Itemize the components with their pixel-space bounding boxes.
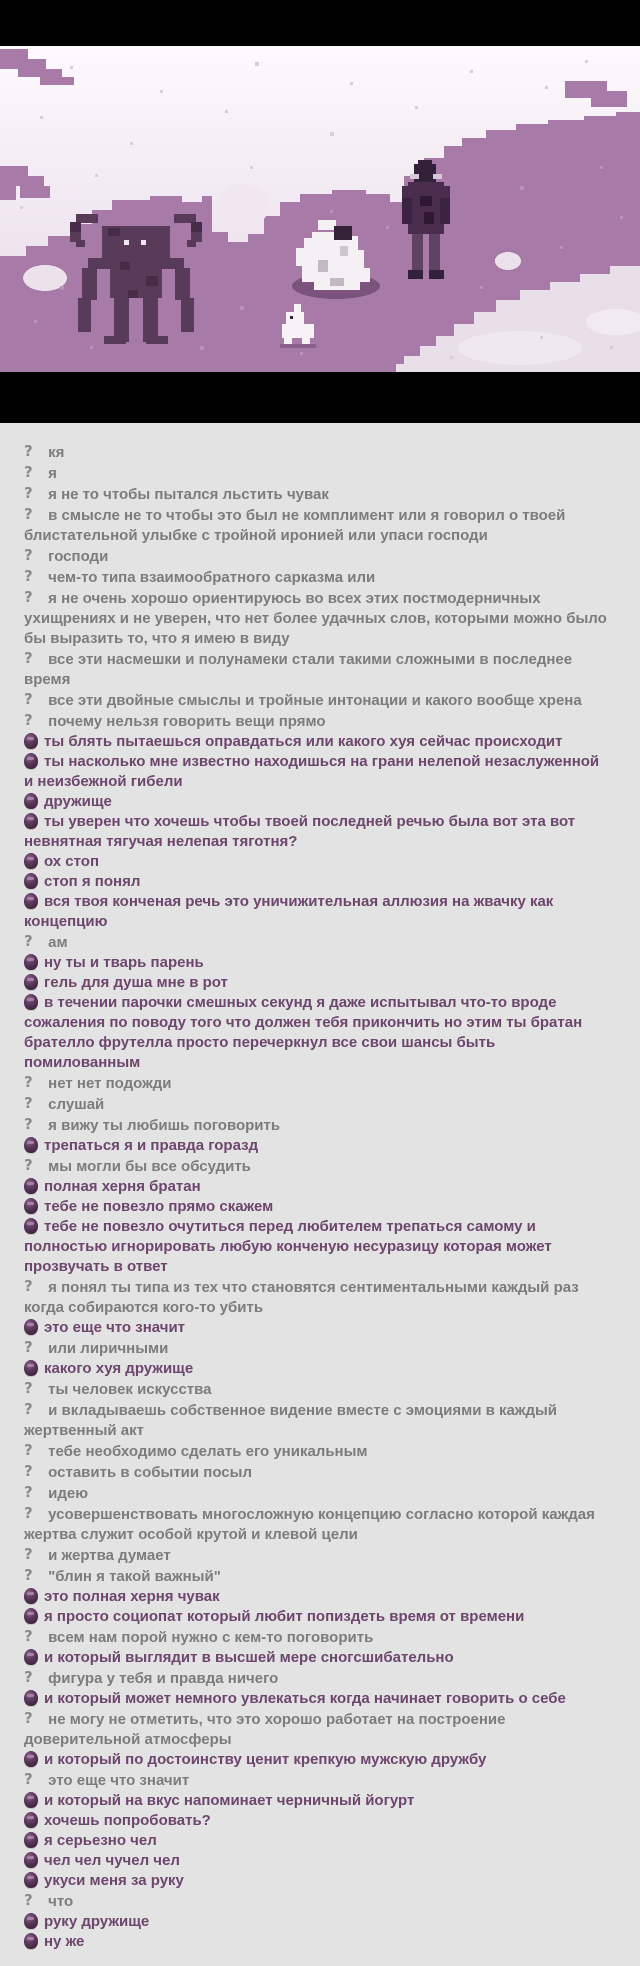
dialogue-text: укуси меня за руку xyxy=(44,1872,184,1889)
question-mark-icon: ? xyxy=(24,484,33,502)
dialogue-text: фигура у тебя и правда ничего xyxy=(48,1670,279,1687)
question-mark-icon: ? xyxy=(24,588,33,606)
dialogue-text: какого хуя дружище xyxy=(44,1360,194,1377)
top-black-bar xyxy=(0,0,640,46)
dark-figure-eye xyxy=(410,174,419,179)
dialogue-text: и который по достоинству ценит крепкую мужскую дружбу xyxy=(44,1751,487,1768)
dialogue-line xyxy=(24,1277,610,1318)
dialogue-text: слушай xyxy=(48,1096,105,1113)
question-mark-icon: ? xyxy=(24,1094,33,1112)
dialogue-text: все эти двойные смыслы и тройные интонации и какого вообще хрена xyxy=(48,692,582,709)
dialogue-text: что xyxy=(48,1893,74,1910)
question-mark-icon: ? xyxy=(24,546,33,564)
dialogue-text: и который может немного увлекаться когда начинает говорить о себе xyxy=(44,1690,566,1707)
dialogue-line xyxy=(24,1912,610,1932)
question-mark-icon: ? xyxy=(24,1277,33,1295)
dialogue-text: вся твоя конченая речь это уничижительная аллюзия на жвачку как концепцию xyxy=(24,893,554,930)
monster-eye-slit xyxy=(27,1592,34,1595)
dialogue-line xyxy=(24,852,610,872)
monster-eye-slit xyxy=(27,877,34,880)
dialogue-text: ну же xyxy=(44,1933,85,1950)
dialogue-text: нет нет подожди xyxy=(48,1075,172,1092)
monster-head-icon xyxy=(24,1792,38,1808)
question-mark-icon: ? xyxy=(24,1545,33,1563)
dialogue-line xyxy=(24,484,610,505)
monster-eye-slit xyxy=(27,1856,34,1859)
question-mark-icon: ? xyxy=(24,1156,33,1174)
monster-eye-slit xyxy=(27,817,34,820)
dialogue-text: ты блять пытаешься оправдаться или какого хуя сейчас происходит xyxy=(44,733,563,750)
monster-head-icon xyxy=(24,793,38,809)
monster-head-icon xyxy=(24,1872,38,1888)
dialogue-line xyxy=(24,1831,610,1851)
monster-eye-slit xyxy=(27,1836,34,1839)
dialogue-text: в смысле не то чтобы это был не комплимент или я говорил о твоей блистательной улыбке с тройной иронией или упаси господи xyxy=(24,507,566,544)
dialogue-line xyxy=(24,932,610,953)
dialogue-line xyxy=(24,872,610,892)
dialogue-line xyxy=(24,1073,610,1094)
monster-eye-slit xyxy=(27,897,34,900)
monster-eye-slit xyxy=(27,1612,34,1615)
dialogue-line xyxy=(24,1094,610,1115)
monster-eye-slit xyxy=(27,998,34,1001)
rabbit-shadow xyxy=(280,344,316,348)
dialogue-text: ты насколько мне известно находишься на грани нелепой незаслуженной и неизбежной гибели xyxy=(24,753,600,790)
question-mark-icon: ? xyxy=(24,1770,33,1788)
dialogue-text: я не то чтобы пытался льстить чувак xyxy=(48,486,329,503)
game-scene xyxy=(0,46,640,372)
dialogue-line xyxy=(24,1197,610,1217)
dialogue-line xyxy=(24,1566,610,1587)
monster-head-icon xyxy=(24,1137,38,1153)
question-mark-icon: ? xyxy=(24,567,33,585)
dialogue-line xyxy=(24,649,610,690)
dialogue-line xyxy=(24,588,610,649)
dialogue-text: всем нам порой нужно с кем-то поговорить xyxy=(48,1629,374,1646)
dialogue-text: я понял ты типа из тех что становятся сентиментальными каждый раз когда собираются кого-то убить xyxy=(24,1279,579,1316)
dialogue-text: кя xyxy=(48,444,65,461)
dialogue-line xyxy=(24,1318,610,1338)
dialogue-line xyxy=(24,1379,610,1400)
question-mark-icon: ? xyxy=(24,1891,33,1909)
question-mark-icon: ? xyxy=(24,690,33,708)
dialogue-text: дружище xyxy=(44,793,112,810)
monster-eye-slit xyxy=(27,1141,34,1144)
dialogue-text: это полная херня чувак xyxy=(44,1588,220,1605)
dialogue-text: почему нельзя говорить вещи прямо xyxy=(48,713,326,730)
question-mark-icon: ? xyxy=(24,1379,33,1397)
dialogue-text: руку дружище xyxy=(44,1913,150,1930)
question-mark-icon: ? xyxy=(24,1400,33,1418)
dialogue-line xyxy=(24,1338,610,1359)
dialogue-text: в течении парочки смешных секунд я даже испытывал что-то вроде сожаления по поводу того что должен тебя прикончить но этим ты братан брателло фрутелла просто перечеркнул все свои шансы быть помилованным xyxy=(24,994,583,1071)
question-mark-icon: ? xyxy=(24,1462,33,1480)
dialogue-text: я xyxy=(48,465,57,482)
dialogue-text: ам xyxy=(48,934,68,951)
dialogue-line xyxy=(24,732,610,752)
dialogue-line xyxy=(24,567,610,588)
monster-eye-slit xyxy=(27,1816,34,1819)
question-mark-icon: ? xyxy=(24,505,33,523)
question-mark-icon: ? xyxy=(24,1115,33,1133)
dialogue-text: это еще что значит xyxy=(48,1772,190,1789)
monster-head-icon xyxy=(24,1852,38,1868)
dialogue-text: ох стоп xyxy=(44,853,100,870)
monster-head-icon xyxy=(24,1690,38,1706)
monster-head-icon xyxy=(24,1588,38,1604)
dialogue-line xyxy=(24,505,610,546)
dialogue-text: ты человек искусства xyxy=(48,1381,212,1398)
dialogue-text: это еще что значит xyxy=(44,1319,186,1336)
dialogue-line xyxy=(24,1932,610,1952)
dialogue-text: чел чел чучел чел xyxy=(44,1852,180,1869)
dialogue-text: трепаться я и правда горазд xyxy=(44,1137,259,1154)
dialogue-text: господи xyxy=(48,548,109,565)
dialogue-line xyxy=(24,690,610,711)
monster-head-icon xyxy=(24,1751,38,1767)
monster-eye-slit xyxy=(27,737,34,740)
monster-head-icon xyxy=(24,1649,38,1665)
dialogue-line xyxy=(24,752,610,792)
dialogue-line xyxy=(24,973,610,993)
monster-eye-slit xyxy=(27,1364,34,1367)
dialogue-line xyxy=(24,953,610,973)
dialogue-line xyxy=(24,1851,610,1871)
dialogue-line xyxy=(24,1871,610,1891)
question-mark-icon: ? xyxy=(24,1073,33,1091)
dialogue-line xyxy=(24,1770,610,1791)
question-mark-icon: ? xyxy=(24,1566,33,1584)
dialogue-line xyxy=(24,711,610,732)
question-mark-icon: ? xyxy=(24,1709,33,1727)
dialogue-line xyxy=(24,1177,610,1197)
dialogue-text: ты уверен что хочешь чтобы твоей последней речью была вот эта вот невнятная тягучая нелепая тяготня? xyxy=(24,813,576,850)
dialogue-line xyxy=(24,1115,610,1136)
monster-head-icon xyxy=(24,1832,38,1848)
dialogue-line xyxy=(24,463,610,484)
dialogue-text: ну ты и тварь парень xyxy=(44,954,204,971)
dialogue-line xyxy=(24,1891,610,1912)
dialogue-text: чем-то типа взаимообратного сарказма или xyxy=(48,569,376,586)
dialogue-line xyxy=(24,1709,610,1750)
monster-eye-slit xyxy=(27,1937,34,1940)
monster-eye-slit xyxy=(27,958,34,961)
dialogue-text: или лиричными xyxy=(48,1340,169,1357)
monster-head-icon xyxy=(24,1198,38,1214)
dialogue-line xyxy=(24,1483,610,1504)
dialogue-line xyxy=(24,1587,610,1607)
monster-eye-slit xyxy=(27,978,34,981)
monster-eye-slit xyxy=(27,1694,34,1697)
monster-head-icon xyxy=(24,1933,38,1949)
dialogue-text: "блин я такой важный" xyxy=(48,1568,221,1585)
dialogue-text: и который выглядит в высшей мере сногсшибательно xyxy=(44,1649,454,1666)
pixel-art-scene xyxy=(0,46,640,372)
dialogue-line xyxy=(24,1462,610,1483)
dialogue-text: усовершенствовать многосложную концепцию согласно которой каждая жертва служит особой крутой и клевой цели xyxy=(24,1506,595,1543)
dialogue-line xyxy=(24,546,610,567)
dialogue-text: полная херня братан xyxy=(44,1178,201,1195)
dialogue-line xyxy=(24,1648,610,1668)
question-mark-icon: ? xyxy=(24,932,33,950)
question-mark-icon: ? xyxy=(24,711,33,729)
monster-eye-slit xyxy=(27,1876,34,1879)
question-mark-icon: ? xyxy=(24,1627,33,1645)
monster-head-icon xyxy=(24,1913,38,1929)
question-mark-icon: ? xyxy=(24,1338,33,1356)
dialogue-text: тебе не повезло прямо скажем xyxy=(44,1198,274,1215)
monster-head-icon xyxy=(24,1178,38,1194)
dialogue-line xyxy=(24,892,610,932)
monster-eye-slit xyxy=(27,1653,34,1656)
dialogue-text: я вижу ты любишь поговорить xyxy=(48,1117,281,1134)
dialogue-text: я просто социопат который любит попиздеть время от времени xyxy=(44,1608,525,1625)
dialogue-line xyxy=(24,1359,610,1379)
dark-figure-eye xyxy=(433,174,442,179)
dialogue-line xyxy=(24,1689,610,1709)
dialogue-text: тебе необходимо сделать его уникальным xyxy=(48,1443,368,1460)
monster-eye-slit xyxy=(27,1182,34,1185)
dialogue-text: я серьезно чел xyxy=(44,1832,157,1849)
monster-head-icon xyxy=(24,1319,38,1335)
monster-head-icon xyxy=(24,954,38,970)
monster-head-icon xyxy=(24,733,38,749)
dialogue-text: я не очень хорошо ориентируюсь во всех этих постмодерничных ухищрениях и не уверен, что нет более удачных слов, которыми можно было бы выразить то, что я имею в виду xyxy=(24,590,607,647)
dialogue-text: все эти насмешки и полунамеки стали такими сложными в последнее время xyxy=(24,651,573,688)
monster-eye-slit xyxy=(27,1222,34,1225)
question-mark-icon: ? xyxy=(24,1668,33,1686)
question-mark-icon: ? xyxy=(24,1483,33,1501)
dialogue-line xyxy=(24,1668,610,1689)
monster-head-icon xyxy=(24,753,38,769)
dialogue-line xyxy=(24,1607,610,1627)
dialogue-line xyxy=(24,1136,610,1156)
monster-eye-slit xyxy=(27,797,34,800)
dialogue-line xyxy=(24,792,610,812)
monster-eye-slit xyxy=(27,1796,34,1799)
dialogue-text: мы могли бы все обсудить xyxy=(48,1158,251,1175)
rabbit-eye xyxy=(290,316,293,319)
dialogue-line xyxy=(24,1504,610,1545)
dialogue-line xyxy=(24,993,610,1073)
monster-head-icon xyxy=(24,893,38,909)
monster-eye-slit xyxy=(27,1202,34,1205)
dialogue-text: и жертва думает xyxy=(48,1547,171,1564)
dialogue-line xyxy=(24,1217,610,1277)
dialogue-line xyxy=(24,1156,610,1177)
monster-eye-slit xyxy=(27,757,34,760)
question-mark-icon: ? xyxy=(24,1504,33,1522)
dialogue-text: гель для душа мне в рот xyxy=(44,974,228,991)
monster-head-icon xyxy=(24,853,38,869)
dialogue-text: и который на вкус напоминает черничный йогурт xyxy=(44,1792,415,1809)
dialogue-text: оставить в событии посыл xyxy=(48,1464,252,1481)
middle-black-bar xyxy=(0,372,640,423)
dialogue-line xyxy=(24,1791,610,1811)
dialogue-line xyxy=(24,1811,610,1831)
monster-eye-slit xyxy=(27,857,34,860)
monster-head-icon xyxy=(24,1218,38,1234)
dialogue-text: тебе не повезло очутиться перед любителем трепаться самому и полностью игнорировать любую конченую несуразицу которая может прозвучать в ответ xyxy=(24,1218,552,1275)
dialogue-line xyxy=(24,812,610,852)
dialogue-line xyxy=(24,442,610,463)
dialogue-text: не могу не отметить, что это хорошо работает на построение доверительной атмосферы xyxy=(24,1711,506,1748)
monster-head-icon xyxy=(24,974,38,990)
monster-head-icon xyxy=(24,1812,38,1828)
monster-head-icon xyxy=(24,873,38,889)
monster-head-icon xyxy=(24,1608,38,1624)
monster-eye-slit xyxy=(27,1917,34,1920)
dialogue-line xyxy=(24,1400,610,1441)
question-mark-icon: ? xyxy=(24,649,33,667)
question-mark-icon: ? xyxy=(24,442,33,460)
question-mark-icon: ? xyxy=(24,463,33,481)
dialogue-line xyxy=(24,1627,610,1648)
monster-eye-slit xyxy=(27,1755,34,1758)
dialogue-text: стоп я понял xyxy=(44,873,141,890)
dialogue-text: хочешь попробовать? xyxy=(44,1812,211,1829)
monster-head-icon xyxy=(24,813,38,829)
dialogue-line xyxy=(24,1750,610,1770)
dialogue-line xyxy=(24,1545,610,1566)
dialogue-line xyxy=(24,1441,610,1462)
monster-head-icon xyxy=(24,994,38,1010)
dialogue-text: идею xyxy=(48,1485,89,1502)
question-mark-icon: ? xyxy=(24,1441,33,1459)
monster-eye-slit xyxy=(27,1323,34,1326)
monster-head-icon xyxy=(24,1360,38,1376)
dialogue-log xyxy=(0,423,640,1966)
dialogue-text: и вкладываешь собственное видение вместе с эмоциями в каждый жертвенный акт xyxy=(24,1402,558,1439)
